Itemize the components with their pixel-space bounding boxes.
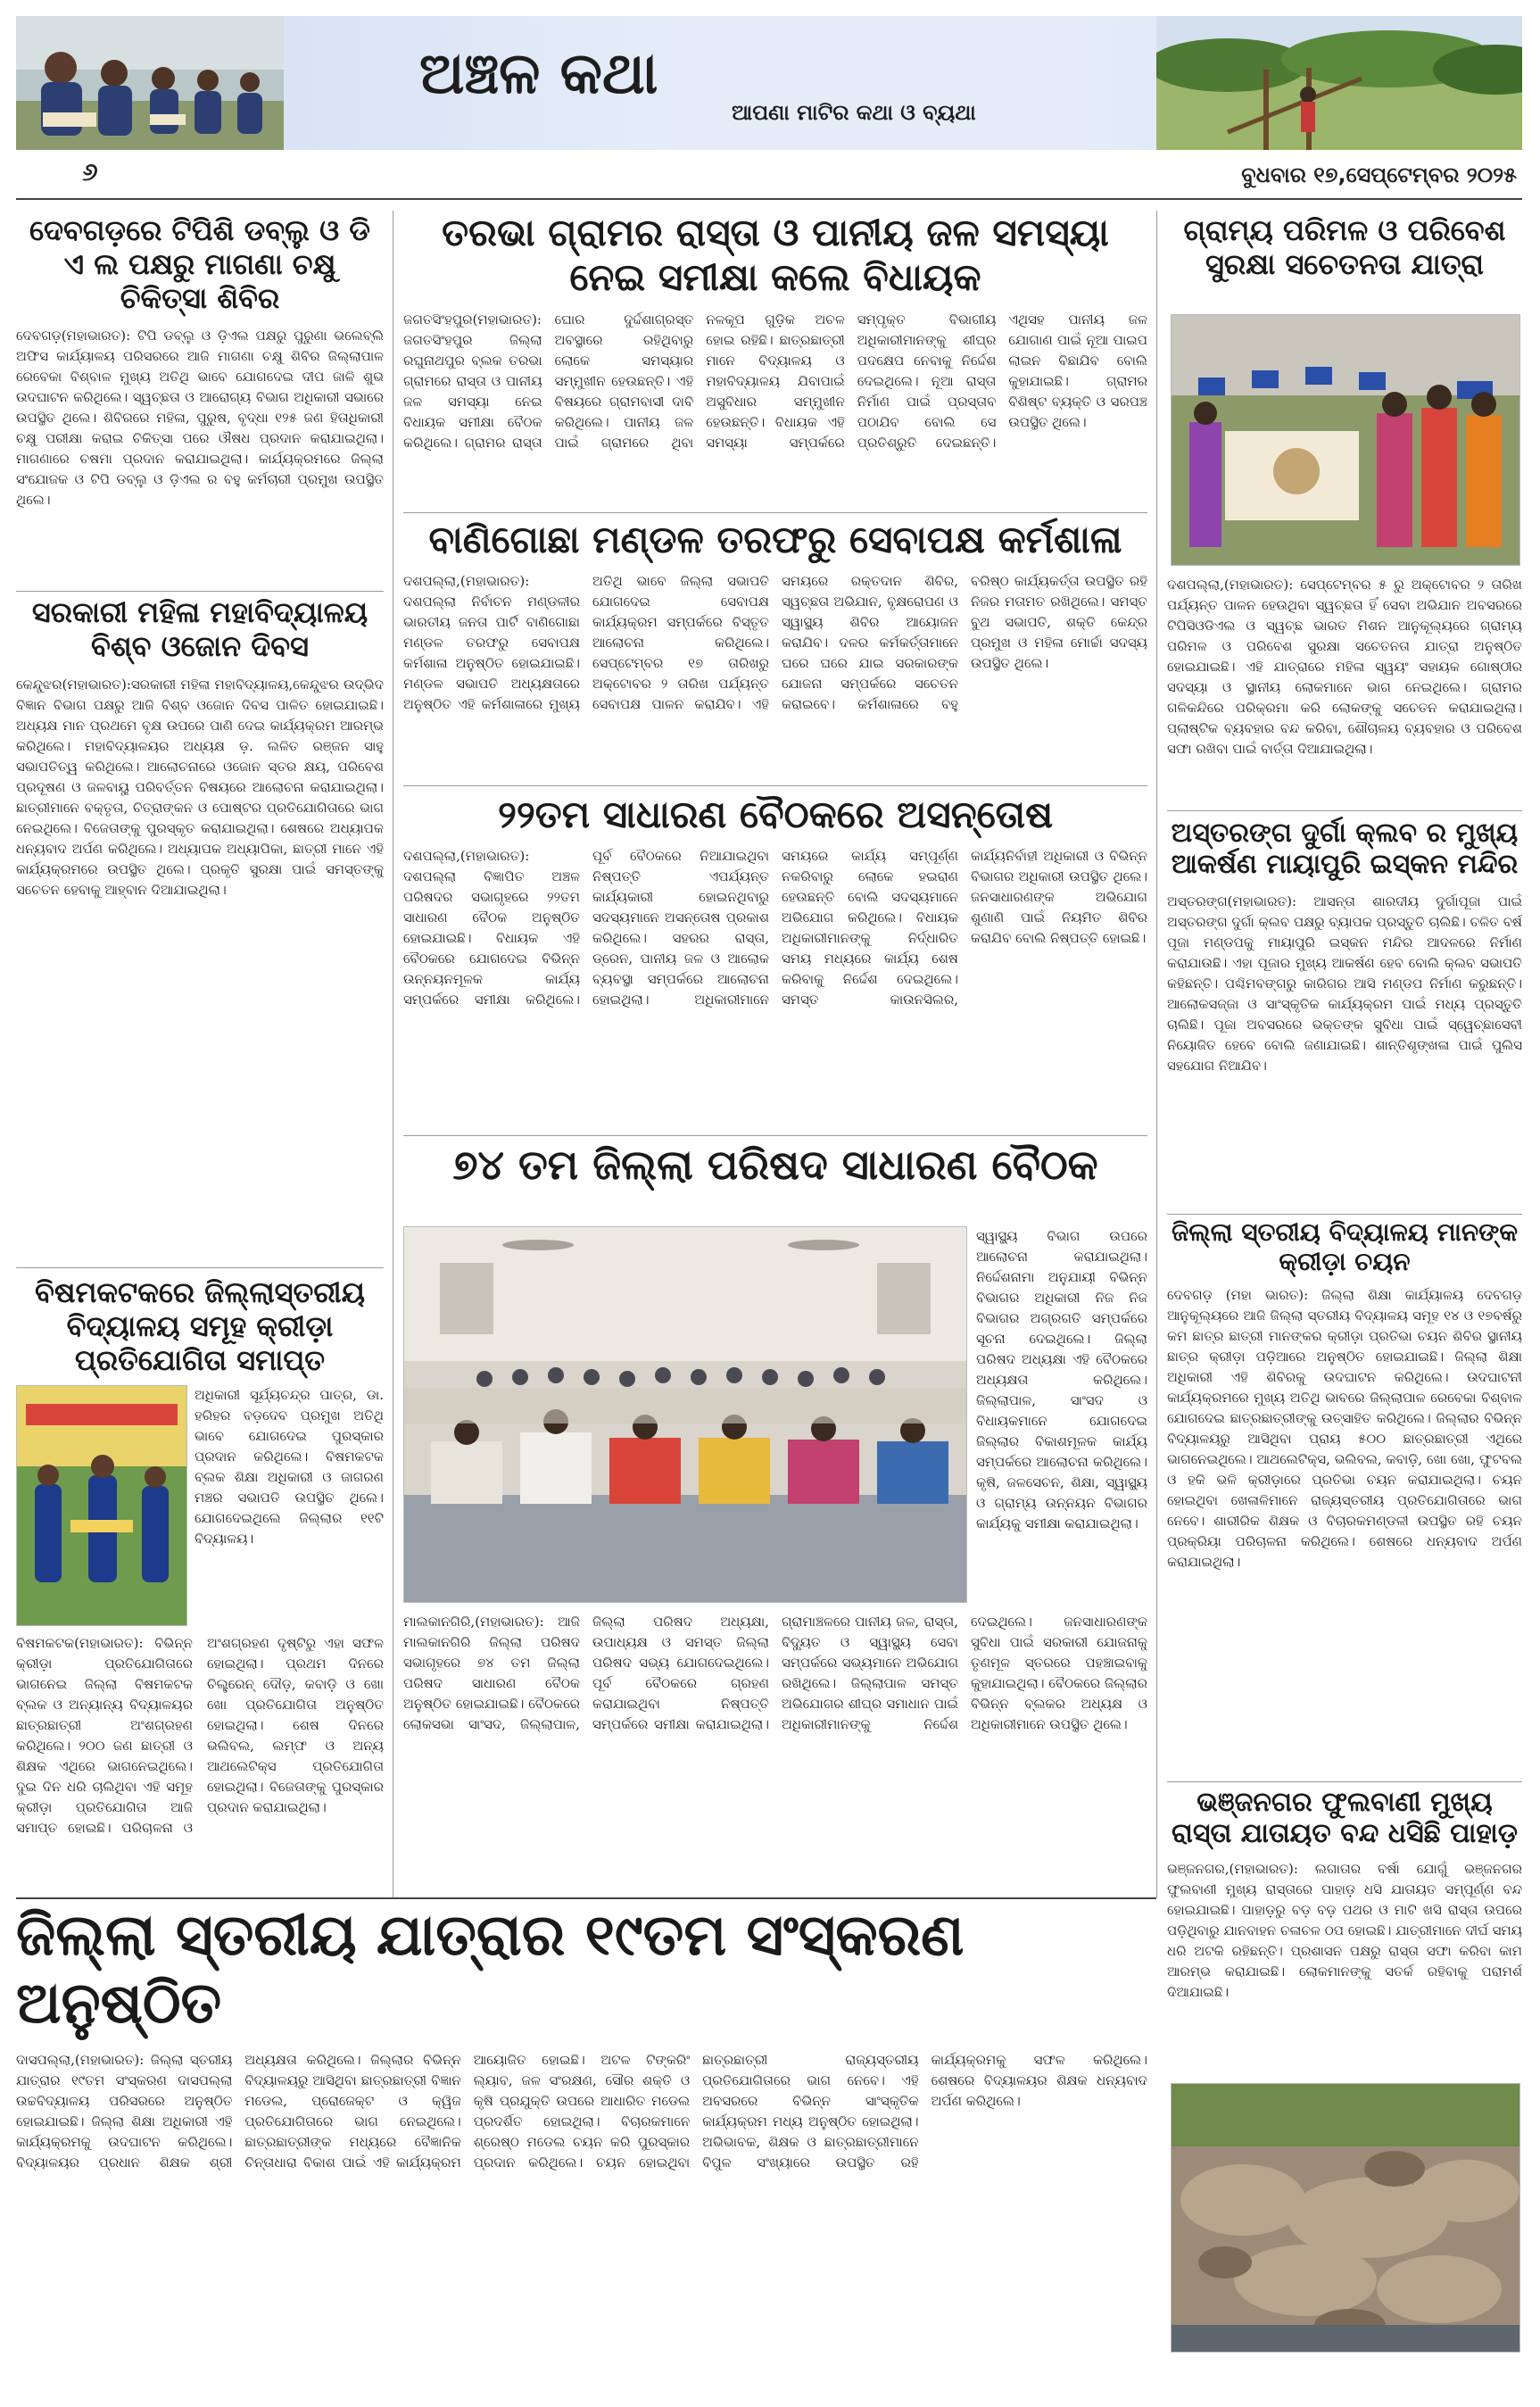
landslide-photo bbox=[1171, 2083, 1520, 2353]
divider-ozone-day bbox=[16, 1267, 384, 1268]
landslide-rocks-image bbox=[1172, 2084, 1519, 2352]
seva-workshop-headline: ବାଣିଗୋଛା ମଣ୍ଡଳ ତରଫରୁ ସେବାପକ୍ଷ କର୍ମଶାଳା bbox=[428, 518, 1122, 561]
divider-school-sports bbox=[1167, 1781, 1522, 1782]
eye-camp-body: ଦେବଗଡ଼(ମହାଭାରତ): ଟିପି ଡବ୍ଲୁ ଓ ଡ଼ିଏଲ ପକ୍ଷରୁ ପୁରୁଣା ଭଲେବ୍ଲି ଅଫିସ କାର୍ଯ୍ୟାଳୟ ପରିସରରେ ଆଜି ମାଗଣା ଚକ୍ଷୁ ଶିବିର ଜିଲ୍ଲାପାଳ ରେବେକା ବିଶ୍ବାଳ ମୁଖ୍ୟ ଅତିଥି ଭାବେ ଯୋଗଦେଇ ଦୀପ ଜାଳି ଶୁଭ ଉଦଘାଟନ କରିଥିଲେ। ସ୍ୱଚ୍ଛତା ଓ ଆରୋଗ୍ୟ ବିଭାଗ ଅଧିକାରୀ ସଭାରେ ଉପସ୍ଥିତ ଥିଲେ। ଶିବିରରେ ମହିଳା, ପୁରୁଷ, ବୃଦ୍ଧା ୧୨୫ ଜଣ ହିତାଧିକାରୀ ଚକ୍ଷୁ ପରୀକ୍ଷା କରାଇ ଚିକିତ୍ସା ପରେ ଔଷଧ ପ୍ରଦାନ କରାଯାଇଥିଲା। ମାଗଣାରେ ଚଷମା ପ୍ରଦାନ କରାଯାଇଥିଲା। କାର୍ଯ୍ୟକ୍ରମରେ ଜିଲ୍ଲା ସଂଯୋଜକ ଓ ଟିପି ଡବ୍ଲୁ ଓ ଡ଼ିଏଲ ର ବହୁ କର୍ମଚାରୀ ପ୍ରମୁଖ ଉପସ୍ଥିତ ଥିଲେ। bbox=[16, 328, 384, 509]
sanitation-yatra-body: ଦଶପଲ୍ଲା,(ମହାଭାରତ): ସେପ୍ଟେମ୍ବର ୫ ରୁ ଅକ୍ଟୋବର ୨ ତାରିଖ ପର୍ଯ୍ୟନ୍ତ ପାଳନ ହେଉଥିବା ସ୍ୱଚ୍ଛତା ହିଁ ସେବା ଅଭିଯାନ ଅବସରରେ ଟିପିସିଓଡିଏଲ ଓ ସ୍ୱଚ୍ଛ ଭାରତ ମିଶନ ଆନୁକୂଲ୍ୟରେ ଗ୍ରାମ୍ୟ ପରିମଳ ଓ ପରିବେଶ ସୁରକ୍ଷା ସଚେତନତା ଯାତ୍ରା ଅନୁଷ୍ଠିତ ହୋଇଯାଇଛି। ଏହି ଯାତ୍ରାରେ ମହିଳା ସ୍ୱୟଂ ସହାୟକ ଗୋଷ୍ଠୀର ସଦସ୍ୟା ଓ ସ୍ଥାନୀୟ ଲୋକମାନେ ଭାଗ ନେଇଥିଲେ। ଗ୍ରାମର ଗଳିକନ୍ଦିରେ ପରିକ୍ରମା କରି ଲୋକଙ୍କୁ ସଚେତନ କରାଯାଇଥିଲା। ପ୍ଲାଷ୍ଟିକ ବ୍ୟବହାର ବନ୍ଦ କରିବା, ଶୌଚାଳୟ ବ୍ୟବହାର ଓ ପରିବେଶ ସଫା ରଖିବା ପାଇଁ ବାର୍ତ୍ତା ଦିଆଯାଇଥିଲା। bbox=[1167, 577, 1522, 757]
masthead-photo-landscape bbox=[1156, 16, 1522, 150]
landslide-body: ଭଞ୍ଜନଗର,(ମହାଭାରତ): ଲଗାତାର ବର୍ଷା ଯୋଗୁଁ ଭଞ୍ଜନଗର ଫୁଲବାଣୀ ମୁଖ୍ୟ ରାସ୍ତାରେ ପାହାଡ଼ ଧସି ଯାତାୟତ ସମ୍ପୂର୍ଣ୍ଣ ବନ୍ଦ ହୋଇଯାଇଛି। ପାହାଡ଼ରୁ ବଡ଼ ବଡ଼ ପଥର ଓ ମାଟି ଖସି ରାସ୍ତା ଉପରେ ପଡ଼ିଥିବାରୁ ଯାନବାହନ ଚଳାଚଳ ଠପ ହୋଇଛି। ଯାତ୍ରୀମାନେ ଦୀର୍ଘ ସମୟ ଧରି ଅଟକି ରହିଛନ୍ତି। ପ୍ରଶାସନ ପକ୍ଷରୁ ରାସ୍ତା ସଫା କରିବା କାମ ଆରମ୍ଭ କରାଯାଇଛି। ଲୋକମାନଙ୍କୁ ସତର୍କ ରହିବାକୁ ପରାମର୍ଶ ଦିଆଯାଇଛି। bbox=[1167, 1860, 1522, 2000]
article-school-sports-selection bbox=[1167, 1217, 1522, 1780]
rally-banner-image bbox=[1172, 315, 1519, 565]
general-meeting-body: ଦଶପଲ୍ଲା,(ମହାଭାରତ): ଦଶପଲ୍ଲା ବିଜ୍ଞାପିତ ଅଞ୍ଚଳ ପରିଷଦର ସଭାଗୃହରେ ୨୨ତମ ସାଧାରଣ ବୈଠକ ଅନୁଷ୍ଠିତ ହୋଇଯାଇଛି। ବିଧାୟକ ଏହି ବୈଠକରେ ଯୋଗଦେଇ ବିଭିନ୍ନ ଉନ୍ନୟନମୂଳକ କାର୍ଯ୍ୟ ସମ୍ପର୍କରେ ସମୀକ୍ଷା କରିଥିଲେ। ପୂର୍ବ ବୈଠକରେ ନିଆଯାଇଥିବା ନିଷ୍ପତ୍ତି ଏପର୍ଯ୍ୟନ୍ତ କାର୍ଯ୍ୟକାରୀ ହୋଇନଥିବାରୁ ସଦସ୍ୟମାନେ ଅସନ୍ତୋଷ ପ୍ରକାଶ କରିଥିଲେ। ସହରର ରାସ୍ତା, ଡ୍ରେନ, ପାନୀୟ ଜଳ ଓ ଆଲୋକ ବ୍ୟବସ୍ଥା ସମ୍ପର୍କରେ ଆଲୋଚନା ହୋଇଥିଲା। ଅଧିକାରୀମାନେ ସମୟରେ କାର୍ଯ୍ୟ ସମ୍ପୂର୍ଣ୍ଣ ନକରିବାରୁ ଲୋକେ ହଇରାଣ ହେଉଛନ୍ତି ବୋଲି ସଦସ୍ୟମାନେ ଅଭିଯୋଗ କରିଥିଲେ। ବିଧାୟକ ଅଧିକାରୀମାନଙ୍କୁ ନିର୍ଦ୍ଧାରିତ ସମୟ ମଧ୍ୟରେ କାର୍ଯ୍ୟ ଶେଷ କରିବାକୁ ନିର୍ଦ୍ଦେଶ ଦେଇଥିଲେ। ସମସ୍ତ କାଉନସିଲର, କାର୍ଯ୍ୟନିର୍ବାହୀ ଅଧିକାରୀ ଓ ବିଭିନ୍ନ ବିଭାଗର ଅଧିକାରୀ ଉପସ୍ଥିତ ଥିଲେ। ଜନସାଧାରଣଙ୍କ ଅଭିଯୋଗ ଶୁଣାଣି ପାଇଁ ନିୟମିତ ଶିବିର କରାଯିବ ବୋଲି ନିଷ୍ପତ୍ତି ହୋଇଛି। bbox=[403, 847, 1147, 1008]
zilla-parishad-photo bbox=[403, 1226, 967, 1603]
meeting-hall-image bbox=[404, 1227, 966, 1602]
zilla-parishad-body: ମାଲକାନଗିରି,(ମହାଭାରତ): ଆଜି ମାଲକାନଗିରି ଜିଲ୍ଲା ପରିଷଦ ସଭାଗୃହରେ ୭୪ ତମ ଜିଲ୍ଲା ପରିଷଦ ସାଧାରଣ ବୈଠକ ଅନୁଷ୍ଠିତ ହୋଇଯାଇଛି। ବୈଠକରେ ଲୋକସଭା ସାଂସଦ, ଜିଲ୍ଲାପାଳ, ଜିଲ୍ଲା ପରିଷଦ ଅଧ୍ୟକ୍ଷା, ଉପାଧ୍ୟକ୍ଷ ଓ ସମସ୍ତ ଜିଲ୍ଲା ପରିଷଦ ସଭ୍ୟ ଯୋଗଦେଇଥିଲେ। ପୂର୍ବ ବୈଠକରେ ଗ୍ରହଣ କରାଯାଇଥିବା ନିଷ୍ପତ୍ତି ସମ୍ପର୍କରେ ସମୀକ୍ଷା କରାଯାଇଥିଲା। ଗ୍ରାମାଞ୍ଚଳରେ ପାନୀୟ ଜଳ, ରାସ୍ତା, ବିଦ୍ୟୁତ ଓ ସ୍ୱାସ୍ଥ୍ୟ ସେବା ସମ୍ପର୍କରେ ସଭ୍ୟମାନେ ଅଭିଯୋଗ ରଖିଥିଲେ। ଜିଲ୍ଲାପାଳ ସମସ୍ତ ଅଭିଯୋଗର ଶୀଘ୍ର ସମାଧାନ ପାଇଁ ଅଧିକାରୀମାନଙ୍କୁ ନିର୍ଦ୍ଦେଶ ଦେଇଥିଲେ। ଜନସାଧାରଣଙ୍କ ସୁବିଧା ପାଇଁ ସରକାରୀ ଯୋଜନାକୁ ତୃଣମୂଳ ସ୍ତରରେ ପହଞ୍ଚାଇବାକୁ କୁହାଯାଇଥିଲା। ବୈଠକରେ ଜିଲ୍ଲାର ବିଭିନ୍ନ ବ୍ଲକର ଅଧ୍ୟକ୍ଷ ଓ ଅଧିକାରୀମାନେ ଉପସ୍ଥିତ ଥିଲେ। bbox=[403, 1614, 1147, 1732]
divider-mayapuri-temple bbox=[1167, 1214, 1522, 1215]
divider-mla-review bbox=[403, 512, 1147, 513]
article-ozone-day bbox=[16, 596, 384, 1257]
sanitation-yatra-photo bbox=[1171, 314, 1520, 566]
mayapuri-temple-headline: ଅସ୍ତରଙ୍ଗ ଦୁର୍ଗା କ୍ଲବ ର ମୁଖ୍ୟ ଆକର୍ଷଣ ମାୟାପୁରି ଇସ୍କନ ମନ୍ଦିର bbox=[1171, 818, 1519, 881]
divider-general-meeting bbox=[403, 1135, 1147, 1136]
zilla-parishad-side-body: ସ୍ୱାସ୍ଥ୍ୟ ବିଭାଗ ଉପରେ ଆଲୋଚନା କରାଯାଇଥିଲା। ନିର୍ଦ୍ଦେଶନାମା ଅନୁଯାୟୀ ବିଭିନ୍ନ ବିଭାଗର ଅଧିକାରୀ ନିଜ ନିଜ ବିଭାଗର ଅଗ୍ରଗତି ସମ୍ପର୍କରେ ସୂଚନା ଦେଇଥିଲେ। ଜିଲ୍ଲା ପରିଷଦ ଅଧ୍ୟକ୍ଷା ଏହି ବୈଠକରେ ଅଧ୍ୟକ୍ଷତା କରିଥିଲେ। ଜିଲ୍ଲାପାଳ, ସାଂସଦ ଓ ବିଧାୟକମାନେ ଯୋଗଦେଇ ଜିଲ୍ଲାର ବିକାଶମୂଳକ କାର୍ଯ୍ୟ ସମ୍ପର୍କରେ ଆଲୋଚନା କରିଥିଲେ। କୃଷି, ଜଳସେଚନ, ଶିକ୍ଷା, ସ୍ୱାସ୍ଥ୍ୟ ଓ ଗ୍ରାମ୍ୟ ଉନ୍ନୟନ ବିଭାଗର କାର୍ଯ୍ୟକୁ ସମୀକ୍ଷା କରାଯାଇଥିଲା। bbox=[976, 1228, 1147, 1531]
masthead-title: ଅଞ୍ଚଳ କଥା bbox=[419, 41, 658, 107]
general-meeting-headline: ୨୨ତମ ସାଧାରଣ ବୈଠକରେ ଅସନ୍ତୋଷ bbox=[497, 793, 1054, 836]
sports-meet-body: ବିଷମକଟକ(ମହାଭାରତ): ବିଭିନ୍ନ କ୍ରୀଡ଼ା ପ୍ରତିଯୋଗିତାରେ ଭାଗନେଇ ଜିଲ୍ଲା ବିଷମକଟକ ବ୍ଲକ ଓ ଅନ୍ୟାନ୍ୟ ବିଦ୍ୟାଳୟର ଛାତ୍ରଛାତ୍ରୀ ଅଂଶଗ୍ରହଣ କରିଥିଲେ। ୨୦୦ ଜଣ ଛାତ୍ରୀ ଓ ଶିକ୍ଷକ ଏଥିରେ ଭାଗନେଇଥିଲେ। ଦୁଇ ଦିନ ଧରି ଚାଲିଥିବା ଏହି ସମୂହ କ୍ରୀଡ଼ା ପ୍ରତିଯୋଗିତା ଆଜି ସମାପ୍ତ ହୋଇଛି। ପରିଚାଳନା ଓ ଅଂଶଗ୍ରହଣ ଦୃଷ୍ଟିରୁ ଏହା ସଫଳ ହୋଇଥିଲା। ପ୍ରଥମ ଦିନରେ ଚିଲ୍ଡ୍ରେନ୍ ଦୌଡ଼, କବାଡ଼ି ଓ ଖୋ ଖୋ ପ୍ରତିଯୋଗିତା ଅନୁଷ୍ଠିତ ହୋଇଥିଲା। ଶେଷ ଦିନରେ ଭଲିବଲ, ଲମ୍ଫ ଓ ଅନ୍ୟ ଆଥଲେଟିକ୍ସ ପ୍ରତିଯୋଗିତା ହୋଇଥିଲା। ବିଜେତାଙ୍କୁ ପୁରସ୍କାର ପ୍ରଦାନ କରାଯାଇଥିଲା। bbox=[16, 1635, 384, 1836]
seva-workshop-body: ଦଶପଲ୍ଲା,(ମହାଭାରତ): ଦଶପଲ୍ଲା ନିର୍ବାଚନ ମଣ୍ଡଳୀର ଭାରତୀୟ ଜନତା ପାର୍ଟି ବାଣିଗୋଛା ମଣ୍ଡଳ ତରଫରୁ ସେବାପକ୍ଷ କର୍ମଶାଳା ଅନୁଷ୍ଠିତ ହୋଇଯାଇଛି। ମଣ୍ଡଳ ସଭାପତି ଅଧ୍ୟକ୍ଷତାରେ ଅନୁଷ୍ଠିତ ଏହି କର୍ମଶାଳାରେ ମୁଖ୍ୟ ଅତିଥି ଭାବେ ଜିଲ୍ଲା ସଭାପତି ଯୋଗଦେଇ ସେବାପକ୍ଷ କାର୍ଯ୍ୟକ୍ରମ ସମ୍ପର୍କରେ ବିସ୍ତୃତ ଆଲୋଚନା କରିଥିଲେ। ସେପ୍ଟେମ୍ବର ୧୭ ତାରିଖରୁ ଅକ୍ଟୋବର ୨ ତାରିଖ ପର୍ଯ୍ୟନ୍ତ ସେବାପକ୍ଷ ପାଳନ କରାଯିବ। ଏହି ସମୟରେ ରକ୍ତଦାନ ଶିବିର, ସ୍ୱଚ୍ଛତା ଅଭିଯାନ, ବୃକ୍ଷରୋପଣ ଓ ସ୍ୱାସ୍ଥ୍ୟ ଶିବିର ଆୟୋଜନ କରାଯିବ। ଦଳର କର୍ମକର୍ତ୍ତାମାନେ ଘରେ ଘରେ ଯାଇ ସରକାରଙ୍କ ଯୋଜନା ସମ୍ପର୍କରେ ସଚେତନ କରାଇବେ। କର୍ମଶାଳାରେ ବହୁ ବରିଷ୍ଠ କାର୍ଯ୍ୟକର୍ତ୍ତା ଉପସ୍ଥିତ ରହି ନିଜର ମତାମତ ରଖିଥିଲେ। ସମସ୍ତ ବୁଥ ସଭାପତି, ଶକ୍ତି କେନ୍ଦ୍ର ପ୍ରମୁଖ ଓ ମହିଳା ମୋର୍ଚ୍ଚା ସଦସ୍ୟ ଉପସ୍ଥିତ ଥିଲେ। bbox=[403, 572, 1147, 712]
mla-review-body: ଜଗତସିଂହପୁର(ମହାଭାରତ): ଜଗତସିଂହପୁର ଜିଲ୍ଲା ରଘୁନାଥପୁର ବ୍ଲକ ତରଭା ଗ୍ରାମରେ ରାସ୍ତା ଓ ପାନୀୟ ଜଳ ସମସ୍ୟା ନେଇ ବିଧାୟକ ସମୀକ୍ଷା ବୈଠକ କରିଥିଲେ। ଗ୍ରାମର ରାସ୍ତା ଘୋର ଦୁର୍ଦ୍ଦଶାଗ୍ରସ୍ତ ଅବସ୍ଥାରେ ରହିଥିବାରୁ ଲୋକେ ସମସ୍ୟାର ସମ୍ମୁଖୀନ ହେଉଛନ୍ତି। ଏହି ବିଷୟରେ ଗ୍ରାମବାସୀ ଦାବି କରିଥିଲେ। ପାନୀୟ ଜଳ ପାଇଁ ଗ୍ରାମରେ ଥିବା ନଳକୂପ ଗୁଡ଼ିକ ଅଚଳ ହୋଇ ରହିଛି। ଛାତ୍ରଛାତ୍ରୀ ମାନେ ବିଦ୍ୟାଳୟ ଓ ମହାବିଦ୍ୟାଳୟ ଯିବାପାଇଁ ଅସୁବିଧାର ସମ୍ମୁଖୀନ ହେଉଛନ୍ତି। ବିଧାୟକ ଏହି ସମସ୍ୟା ସମ୍ପର୍କରେ ସମ୍ପୃକ୍ତ ବିଭାଗୀୟ ଅଧିକାରୀମାନଙ୍କୁ ଶୀଘ୍ର ପଦକ୍ଷେପ ନେବାକୁ ନିର୍ଦ୍ଦେଶ ଦେଇଥିଲେ। ନୂଆ ରାସ୍ତା ନିର୍ମାଣ ପାଇଁ ପ୍ରସ୍ତାବ ପଠାଯିବ ବୋଲି ସେ ପ୍ରତିଶ୍ରୁତି ଦେଇଛନ୍ତି। ଏଥିସହ ପାନୀୟ ଜଳ ଯୋଗାଣ ପାଇଁ ନୂଆ ପାଇପ ଲାଇନ ବିଛାଯିବ ବୋଲି କୁହାଯାଇଛି। ଗ୍ରାମର ବିଶିଷ୍ଟ ବ୍ୟକ୍ତି ଓ ସରପଞ୍ଚ ଉପସ୍ଥିତ ଥିଲେ। bbox=[403, 311, 1147, 452]
mla-review-headline: ତରଭା ଗ୍ରାମର ରାସ୍ତା ଓ ପାନୀୟ ଜଳ ସମସ୍ୟା ନେଇ ସମୀକ୍ଷା କଲେ ବିଧାୟକ bbox=[442, 211, 1109, 299]
divider-seva-workshop bbox=[403, 785, 1147, 786]
landslide-headline: ଭଞ୍ଜନଗର ଫୁଲବାଣୀ ମୁଖ୍ୟ ରାସ୍ତା ଯାତାୟତ ବନ୍ଦ ଧସିଛି ପାହାଡ଼ bbox=[1172, 1787, 1518, 1850]
sports-meet-photo bbox=[16, 1385, 187, 1626]
ozone-day-body: କେନ୍ଦୁଝର(ମହାଭାରତ):ସରକାରୀ ମହିଳା ମହାବିଦ୍ୟାଳୟ,କେନ୍ଦୁଝର ଉଦ୍ଭିଦ ବିଜ୍ଞାନ ବିଭାଗ ପକ୍ଷରୁ ଆଜି ବିଶ୍ବ ଓଜୋନ ଦିବସ ପାଳିତ ହୋଇଯାଇଛି। ଅଧ୍ୟକ୍ଷ ମାନ ପ୍ରଥମେ ବୃକ୍ଷ ଉପରେ ପାଣି ଦେଇ କାର୍ଯ୍ୟକ୍ରମ ଆରମ୍ଭ କରିଥିଲେ। ମହାବିଦ୍ୟାଳୟର ଅଧ୍ୟକ୍ଷ ଡ଼. ଲଳିତ ରଞ୍ଜନ ସାହୁ ସଭାପତିତ୍ୱ କରିଥିଲେ। ଆଲୋଚନାରେ ଓଜୋନ ସ୍ତର କ୍ଷୟ, ପରିବେଶ ପ୍ରଦୂଷଣ ଓ ଜଳବାୟୁ ପରିବର୍ତ୍ତନ ବିଷୟରେ ଆଲୋଚନା କରାଯାଇଥିଲା। ଛାତ୍ରୀମାନେ ବକ୍ତୃତା, ଚିତ୍ରାଙ୍କନ ଓ ପୋଷ୍ଟର ପ୍ରତିଯୋଗିତାରେ ଭାଗ ନେଇଥିଲେ। ବିଜେତାଙ୍କୁ ପୁରସ୍କୃତ କରାଯାଇଥିଲା। ଶେଷରେ ଅଧ୍ୟାପକ ଧନ୍ୟବାଦ ଅର୍ପଣ କରିଥିଲେ। ଅଧ୍ୟାପକ ଅଧ୍ୟାପିକା, ଛାତ୍ରୀ ମାନେ ଏହି କାର୍ଯ୍ୟକ୍ରମରେ ଉପସ୍ଥିତ ଥିଲେ। ପ୍ରକୃତି ସୁରକ୍ଷା ପାଇଁ ସମସ୍ତଙ୍କୁ ସଚେତନ ହେବାକୁ ଆହ୍ବାନ ଦିଆଯାଇଥିଲା। bbox=[16, 676, 384, 898]
article-mayapuri-temple bbox=[1167, 818, 1522, 1210]
article-sports-meet bbox=[16, 1276, 384, 1892]
ozone-day-headline: ସରକାରୀ ମହିଳା ମହାବିଦ୍ୟାଳୟ ବିଶ୍ବ ଓଜୋନ ଦିବସ bbox=[31, 595, 368, 663]
school-sports-selection-body: ଦେବଗଡ଼ (ମହା ଭାରତ): ଜିଲ୍ଲା ଶିକ୍ଷା କାର୍ଯ୍ୟାଳୟ ଦେବଗଡ଼ ଆନୁକୂଲ୍ୟରେ ଆଜି ଜିଲ୍ଲା ସ୍ତରୀୟ ବିଦ୍ୟାଳୟ ସମୂହ ୧୪ ଓ ୧୭ବର୍ଷରୁ କମ ଛାତ୍ର ଛାତ୍ରୀ ମାନଙ୍କର କ୍ରୀଡ଼ା ପ୍ରତିଭା ଚୟନ ଶିବିର ସ୍ଥାନୀୟ ଛାତ୍ର କ୍ରୀଡ଼ା ପଡ଼ିଆରେ ଅନୁଷ୍ଠିତ ହୋଇଯାଇଛି। ଜିଲ୍ଲା ଶିକ୍ଷା ଅଧିକାରୀ ଏହି ଶିବିରକୁ ଉଦଘାଟନ କରିଥିଲେ। ଉଦଘାଟନୀ କାର୍ଯ୍ୟକ୍ରମରେ ମୁଖ୍ୟ ଅତିଥି ଭାବରେ ଜିଲ୍ଲାପାଳ ରେବେକା ବିଶ୍ବାଳ ଯୋଗଦେଇ ଛାତ୍ରଛାତ୍ରୀଙ୍କୁ ଉତ୍ସାହିତ କରିଥିଲେ। ଜିଲ୍ଲାର ବିଭିନ୍ନ ବିଦ୍ୟାଳୟରୁ ଆସିଥିବା ପ୍ରାୟ ୫୦୦ ଛାତ୍ରଛାତ୍ରୀ ଏଥିରେ ଭାଗନେଇଥିଲେ। ଆଥଲେଟିକ୍ସ, ଭଲିବଲ, କବାଡ଼ି, ଖୋ ଖୋ, ଫୁଟବଲ ଓ ହକି ଭଳି କ୍ରୀଡ଼ାରେ ପ୍ରତିଭା ଚୟନ କରାଯାଇଥିଲା। ଚୟନ ହୋଇଥିବା ଖେଳାଳିମାନେ ରାଜ୍ୟସ୍ତରୀୟ ପ୍ରତିଯୋଗିତାରେ ଭାଗ ନେବେ। ଶାରୀରିକ ଶିକ୍ଷକ ଓ ବିଚାରକମଣ୍ଡଳୀ ଉପସ୍ଥିତ ରହି ଚୟନ ପ୍ରକ୍ରିୟା ପରିଚାଳନା କରିଥିଲେ। ଶେଷରେ ଧନ୍ୟବାଦ ଅର୍ପଣ କରାଯାଇଥିଲା। bbox=[1167, 1287, 1522, 1571]
divider-eye-camp bbox=[16, 591, 384, 592]
page-number: ୬ bbox=[82, 157, 98, 187]
article-zilla-parishad bbox=[403, 1141, 1147, 1896]
article-eye-camp bbox=[16, 214, 384, 607]
divider-sanitation-yatra bbox=[1167, 810, 1522, 811]
article-general-meeting bbox=[403, 793, 1147, 1132]
sanitation-yatra-headline: ଗ୍ରାମ୍ୟ ପରିମଳ ଓ ପରିବେଶ ସୁରକ୍ଷା ସଚେତନତା ଯାତ୍ରା bbox=[1183, 213, 1506, 281]
masthead-divider bbox=[16, 198, 1522, 200]
masthead-tagline: ଆପଣା ମାଟିର କଥା ଓ ବ୍ୟଥା bbox=[732, 100, 976, 125]
sports-prize-image bbox=[17, 1386, 186, 1625]
sports-meet-headline: ବିଷମକଟକରେ ଜିଲ୍ଲାସ୍ତରୀୟ ବିଦ୍ୟାଳୟ ସମୂହ କ୍ରୀଡ଼ା ପ୍ରତିଯୋଗିତା ସମାପ୍ତ bbox=[35, 1275, 365, 1377]
sports-meet-side-body: ଅଧିକାରୀ ସୂର୍ଯ୍ୟଚନ୍ଦ୍ର ପାତ୍ର, ଡା. ହରିହର ବଡ଼ଦେବ ପ୍ରମୁଖ ଅତିଥି ଭାବେ ଯୋଗଦେଇ ପୁରସ୍କାର ପ୍ରଦାନ କରିଥିଲେ। ବିଷମକଟକ ବ୍ଲକ ଶିକ୍ଷା ଅଧିକାରୀ ଓ ଜାଗରଣ ମଞ୍ଚର ସଭାପତି ଉପସ୍ଥିତ ଥିଲେ। ଯୋଗଦେଇଥିଲେ ଜିଲ୍ଲାର ୧୧ଟି ବିଦ୍ୟାଳୟ। bbox=[195, 1387, 384, 1547]
zilla-parishad-headline: ୭୪ ତମ ଜିଲ୍ଲା ପରିଷଦ ସାଧାରଣ ବୈଠକ bbox=[452, 1141, 1098, 1189]
article-landslide bbox=[1167, 1787, 1522, 2081]
children-reading-image bbox=[16, 16, 284, 150]
science-fair-body: ଦାସପଲ୍ଲା,(ମହାଭାରତ): ଜିଲ୍ଲା ସ୍ତରୀୟ ଯାତ୍ରାର ୧୯ତମ ସଂସ୍କରଣ ଦାସପଲ୍ଲା ଉଚ୍ଚବିଦ୍ୟାଳୟ ପରିସରରେ ଅନୁଷ୍ଠିତ ହୋଇଯାଇଛି। ଜିଲ୍ଲା ଶିକ୍ଷା ଅଧିକାରୀ ଏହି କାର୍ଯ୍ୟକ୍ରମକୁ ଉଦଘାଟନ କରିଥିଲେ। ବିଦ୍ୟାଳୟର ପ୍ରଧାନ ଶିକ୍ଷକ ଶ୍ରୀ ଅଧ୍ୟକ୍ଷତା କରିଥିଲେ। ଜିଲ୍ଲାର ବିଭିନ୍ନ ବିଦ୍ୟାଳୟରୁ ଆସିଥିବା ଛାତ୍ରଛାତ୍ରୀ ବିଜ୍ଞାନ ମଡେଲ, ପ୍ରୋଜେକ୍ଟ ଓ କ୍ୱିଜ ପ୍ରତିଯୋଗିତାରେ ଭାଗ ନେଇଥିଲେ। ଛାତ୍ରଛାତ୍ରୀଙ୍କ ମଧ୍ୟରେ ବୈଜ୍ଞାନିକ ଚିନ୍ତାଧାରା ବିକାଶ ପାଇଁ ଏହି କାର୍ଯ୍ୟକ୍ରମ ଆୟୋଜିତ ହୋଇଛି। ଅଟଳ ଟିଙ୍କରିଂ ଲ୍ୟାବ, ଜଳ ସଂରକ୍ଷଣ, ସୌର ଶକ୍ତି ଓ କୃଷି ପ୍ରଯୁକ୍ତି ଉପରେ ଆଧାରିତ ମଡେଲ ପ୍ରଦର୍ଶିତ ହୋଇଥିଲା। ବିଚାରକମାନେ ଶ୍ରେଷ୍ଠ ମଡେଲ ଚୟନ କରି ପୁରସ୍କାର ପ୍ରଦାନ କରିଥିଲେ। ଚୟନ ହୋଇଥିବା ଛାତ୍ରଛାତ୍ରୀ ରାଜ୍ୟସ୍ତରୀୟ ପ୍ରତିଯୋଗିତାରେ ଭାଗ ନେବେ। ଏହି ଅବସରରେ ବିଭିନ୍ନ ସାଂସ୍କୃତିକ କାର୍ଯ୍ୟକ୍ରମ ମଧ୍ୟ ଅନୁଷ୍ଠିତ ହୋଇଥିଲା। ଅଭିଭାବକ, ଶିକ୍ଷକ ଓ ଛାତ୍ରଛାତ୍ରୀମାନେ ବିପୁଳ ସଂଖ୍ୟାରେ ଉପସ୍ଥିତ ରହି କାର୍ଯ୍ୟକ୍ରମକୁ ସଫଳ କରିଥିଲେ। ଶେଷରେ ବିଦ୍ୟାଳୟର ଶିକ୍ଷକ ଧନ୍ୟବାଦ ଅର୍ପଣ କରିଥିଲେ। bbox=[16, 2052, 1147, 2171]
article-sanitation-yatra bbox=[1167, 214, 1522, 803]
rural-landscape-image bbox=[1156, 16, 1522, 150]
article-science-fair bbox=[16, 1903, 1147, 2358]
science-fair-headline: ଜିଲ୍ଲା ସ୍ତରୀୟ ଯାତ୍ରାର ୧୯ତମ ସଂସ୍କରଣ ଅନୁଷ୍ଠିତ bbox=[16, 1903, 965, 2037]
school-sports-selection-headline: ଜିଲ୍ଲା ସ୍ତରୀୟ ବିଦ୍ୟାଳୟ ମାନଙ୍କ କ୍ରୀଡ଼ା ଚୟନ bbox=[1171, 1217, 1519, 1277]
eye-camp-headline: ଦେବଗଡ଼ରେ ଟିପିଶି ଡବ୍ଲୁ ଓ ଡି ଏ ଲ ପକ୍ଷରୁ ମାଗଣା ଚକ୍ଷୁ ଚିକିତ୍ସା ଶିବିର bbox=[29, 213, 371, 315]
divider-bottom-banner bbox=[16, 1897, 1156, 1899]
article-seva-workshop bbox=[403, 518, 1147, 785]
issue-date: ବୁଧବାର ୧୭,ସେପ୍ଟେମ୍ବର ୨୦୨୫ bbox=[1241, 162, 1517, 187]
column-divider-right bbox=[1156, 211, 1157, 1897]
masthead-photo-children bbox=[16, 16, 284, 150]
mayapuri-temple-body: ଅସ୍ତରଙ୍ଗ(ମହାଭାରତ): ଆସନ୍ତା ଶାରଦୀୟ ଦୁର୍ଗାପୂଜା ପାଇଁ ଅସ୍ତରଙ୍ଗ ଦୁର୍ଗା କ୍ଲବ ପକ୍ଷରୁ ବ୍ୟାପକ ପ୍ରସ୍ତୁତି ଚାଲିଛି। ଚଳିତ ବର୍ଷ ପୂଜା ମଣ୍ଡପକୁ ମାୟାପୁରି ଇସ୍କନ ମନ୍ଦିର ଆଦଳରେ ନିର୍ମାଣ କରାଯାଉଛି। ଏହା ପୂଜାର ମୁଖ୍ୟ ଆକର୍ଷଣ ହେବ ବୋଲି କ୍ଲବ ସଭାପତି କହିଛନ୍ତି। ପଶ୍ଚିମବଙ୍ଗରୁ କାରିଗର ଆସି ମଣ୍ଡପ ନିର୍ମାଣ କରୁଛନ୍ତି। ଆଲୋକସଜ୍ଜା ଓ ସାଂସ୍କୃତିକ କାର୍ଯ୍ୟକ୍ରମ ପାଇଁ ମଧ୍ୟ ପ୍ରସ୍ତୁତି ଚାଲିଛି। ପୂଜା ଅବସରରେ ଭକ୍ତଙ୍କ ସୁବିଧା ପାଇଁ ସ୍ୱେଚ୍ଛାସେବୀ ନିୟୋଜିତ ହେବେ ବୋଲି ଜଣାଯାଇଛି। ଶାନ୍ତିଶୃଙ୍ଖଳା ପାଇଁ ପୁଲିସ ସହଯୋଗ ନିଆଯିବ। bbox=[1167, 892, 1522, 1074]
article-mla-review bbox=[403, 211, 1147, 514]
